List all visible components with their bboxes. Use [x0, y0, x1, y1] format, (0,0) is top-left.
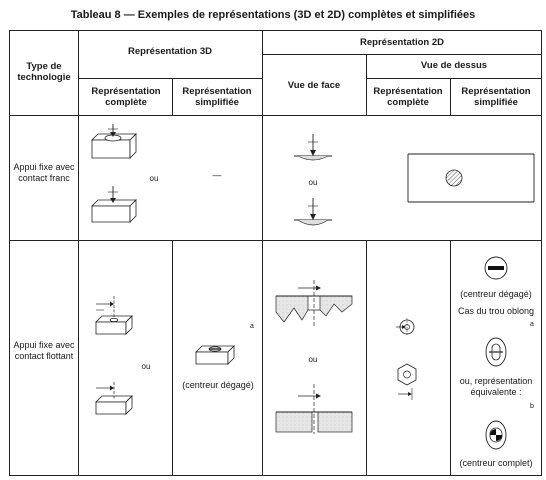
- row1-3d-complete-figure-2: [86, 186, 140, 230]
- row2-top-complete-figure-1: [394, 316, 420, 338]
- row1-ou-face: ou: [308, 178, 318, 187]
- row2-note-a2: a: [530, 321, 534, 328]
- row1-face-figure-1: [292, 132, 334, 166]
- row2-note-a: a: [250, 323, 254, 330]
- header-type-technologie: Type de technologie: [17, 61, 71, 83]
- row2-top-simplified-figure-2: [482, 334, 510, 370]
- row2-top-simplified-figure-3: [482, 416, 510, 454]
- header-3d-simplifiee: Représentation simplifiée: [182, 86, 252, 108]
- row2-note-b: b: [530, 403, 534, 410]
- row2-face-figure-1: [274, 276, 356, 328]
- header-3d-complete: Représentation complète: [91, 86, 161, 108]
- header-dessus-simplifiee: Représentation simplifiée: [461, 86, 531, 108]
- row1-simplified-3d-dash: —: [212, 170, 222, 180]
- row2-ou-face: ou: [308, 355, 318, 364]
- row2-top-simplified-figure-1: [482, 254, 510, 282]
- row2-representation-equivalente: ou, représentation équivalente :: [459, 376, 533, 397]
- row1-top-view-figure: [406, 150, 536, 206]
- row2-3d-complete-figure-2: [92, 380, 138, 420]
- row2-top-complete-figure-2: [392, 360, 422, 402]
- row2-face-figure-2: [274, 380, 356, 436]
- row2-3d-complete-figure-1: [92, 294, 138, 340]
- header-vue-de-face: Vue de face: [287, 80, 341, 91]
- row2-centreur-degage: (centreur dégagé): [460, 289, 532, 299]
- row1-type-label: Appui fixe avec contact franc: [13, 162, 75, 183]
- header-representation-3d: Représentation 3D: [128, 46, 212, 57]
- row2-centreur-degage-3d: (centreur dégagé): [182, 380, 254, 390]
- row2-3d-simplified-figure: [192, 334, 240, 370]
- header-representation-2d: Représentation 2D: [360, 37, 444, 48]
- row2-centreur-complet: (centreur complet): [459, 458, 533, 468]
- header-dessus-complete: Représentation complète: [373, 86, 443, 108]
- table-title: Tableau 8 — Exemples de représentations (3D et 2D) complètes et simplifiées: [70, 9, 476, 21]
- row1-ou-3d: ou: [149, 174, 159, 183]
- row1-face-figure-2: [292, 196, 334, 232]
- row2-type-label: Appui fixe avec contact flottant: [13, 340, 75, 361]
- row2-trou-oblong: Cas du trou oblong: [457, 306, 535, 316]
- row1-3d-complete-figure-1: [86, 124, 140, 168]
- header-vue-de-dessus: Vue de dessus: [420, 60, 488, 71]
- row2-ou-3d: ou: [141, 362, 151, 371]
